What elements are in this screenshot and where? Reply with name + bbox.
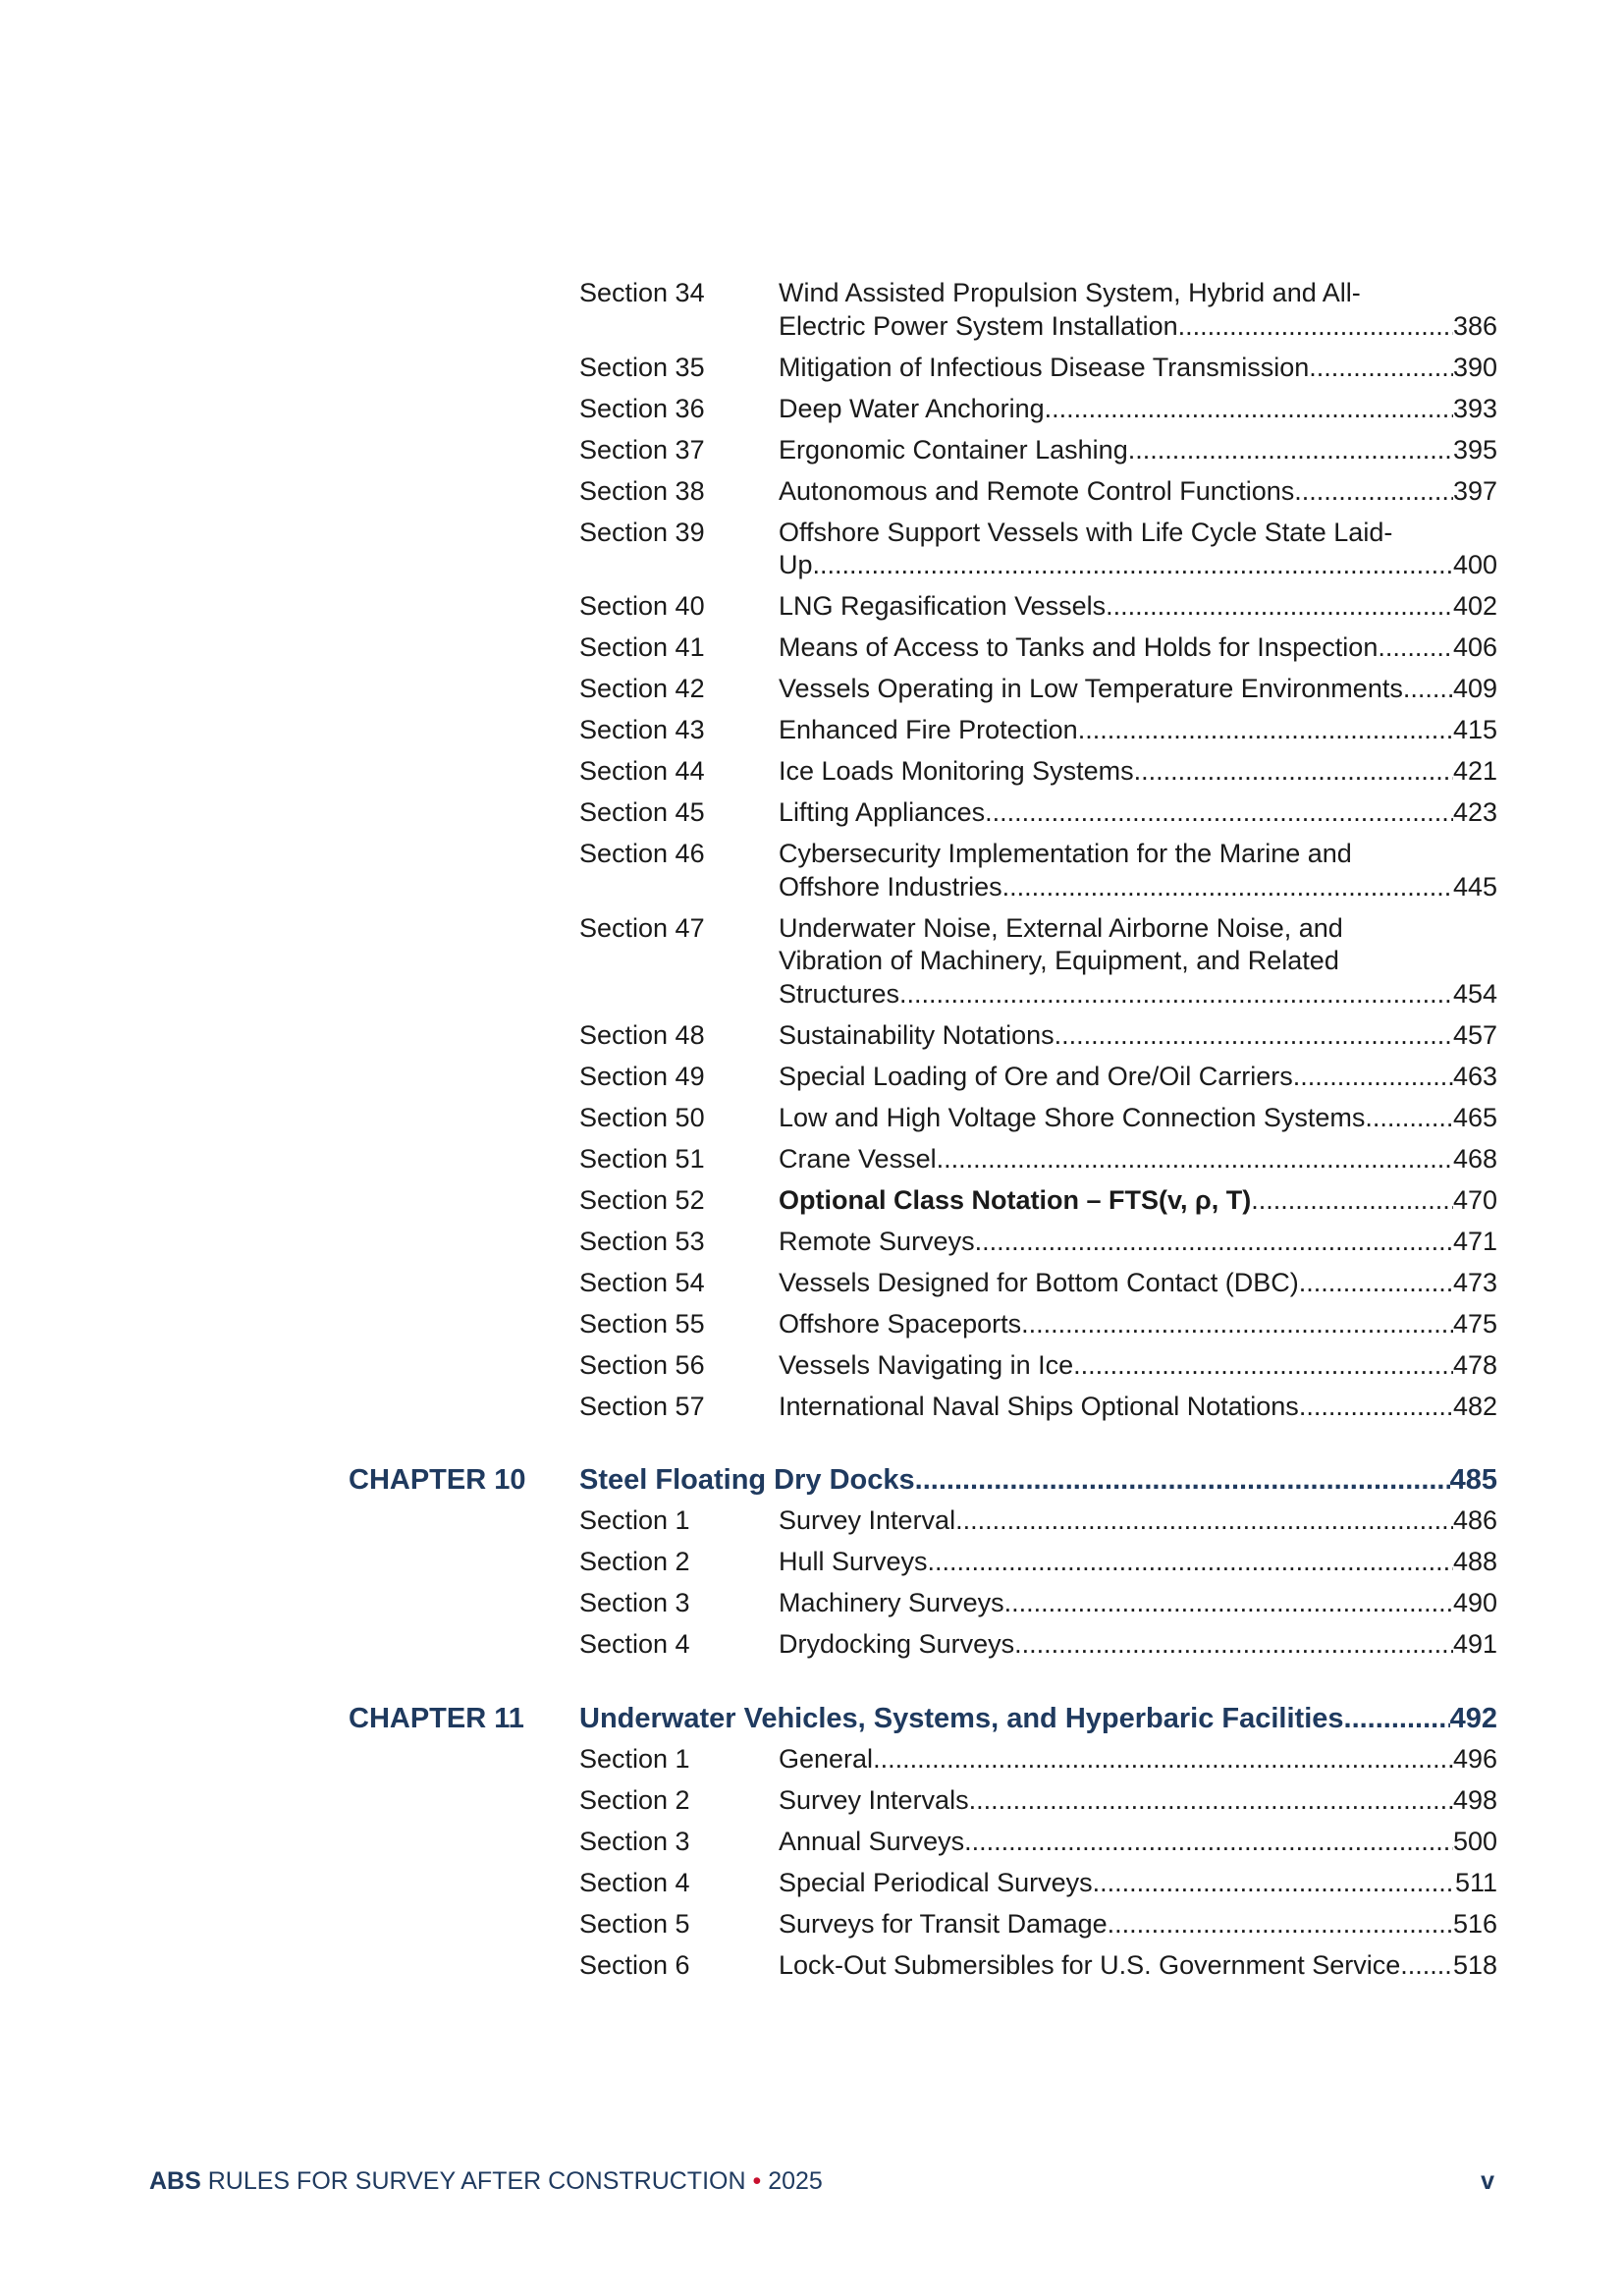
section-page-number: 397: [1452, 475, 1497, 506]
section-page-number: 473: [1452, 1267, 1497, 1297]
section-title: Mitigation of Infectious Disease Transmission: [779, 352, 1310, 382]
dot-leader: [1021, 1308, 1453, 1341]
section-title: Special Loading of Ore and Ore/Oil Carriers: [779, 1061, 1293, 1091]
section-title: Hull Surveys: [779, 1547, 928, 1576]
dot-leader: [873, 1743, 1453, 1777]
toc-section-entry[interactable]: [349, 1267, 1497, 1300]
dot-leader: [1128, 434, 1453, 467]
section-title: Drydocking Surveys: [779, 1629, 1015, 1659]
section-title: Means of Access to Tanks and Holds for Inspection: [779, 632, 1379, 662]
toc-section-entry[interactable]: [349, 1061, 1497, 1094]
section-label: Section 4: [579, 1629, 690, 1659]
dot-leader: [1299, 1267, 1453, 1300]
section-label: Section 5: [579, 1908, 690, 1939]
toc-section-entry[interactable]: [349, 393, 1497, 426]
section-title: Vibration of Machinery, Equipment, and Related: [779, 946, 1339, 975]
toc-section-entry[interactable]: [349, 838, 1497, 903]
section-label: Section 35: [579, 352, 705, 382]
toc-section-entry[interactable]: [349, 475, 1497, 509]
dot-leader: [899, 978, 1453, 1011]
section-title: Ice Loads Monitoring Systems: [779, 756, 1134, 786]
dot-leader: [1344, 1702, 1450, 1736]
footer-year: 2025: [768, 2167, 823, 2195]
dot-leader: [928, 1546, 1453, 1579]
section-page-number: 498: [1452, 1784, 1497, 1815]
dot-leader: [1251, 1184, 1453, 1218]
section-title: Vessels Operating in Low Temperature Environments: [779, 674, 1403, 703]
toc-section-entry[interactable]: [349, 1949, 1497, 1983]
section-label: Section 4: [579, 1867, 690, 1897]
section-title: Wind Assisted Propulsion System, Hybrid and All-: [779, 278, 1361, 307]
dot-leader: [1045, 393, 1453, 426]
toc-section-entry[interactable]: [349, 912, 1497, 1011]
footer-title: RULES FOR SURVEY AFTER CONSTRUCTION: [207, 2167, 746, 2195]
toc-section-entry[interactable]: [349, 631, 1497, 665]
section-page-number: 496: [1452, 1743, 1497, 1774]
section-title: Deep Water Anchoring: [779, 393, 1045, 423]
section-page-number: 486: [1452, 1505, 1497, 1535]
section-label: Section 46: [579, 839, 705, 868]
footer-page-number: v: [1481, 2167, 1494, 2195]
section-title: Survey Interval: [779, 1505, 956, 1535]
section-title: Offshore Support Vessels with Life Cycle State Laid-: [779, 517, 1393, 547]
toc-section-entry[interactable]: [349, 1743, 1497, 1777]
section-title: Special Periodical Surveys: [779, 1867, 1093, 1897]
section-label: Section 49: [579, 1061, 705, 1091]
toc-section-entry[interactable]: [349, 590, 1497, 624]
chapter-11-page: 492: [1449, 1702, 1497, 1734]
section-title: Lock-Out Submersibles for U.S. Government Service: [779, 1949, 1401, 1980]
toc-section-entry[interactable]: [349, 796, 1497, 830]
section-title: Low and High Voltage Shore Connection Systems: [779, 1102, 1366, 1132]
section-page-number: 471: [1452, 1226, 1497, 1256]
section-label: Section 3: [579, 1588, 690, 1617]
toc-section-entry[interactable]: [349, 1867, 1497, 1900]
dot-leader: [1365, 1102, 1453, 1135]
dot-leader: [1134, 755, 1453, 789]
toc-section-entry[interactable]: [349, 1784, 1497, 1818]
section-page-number: 463: [1452, 1061, 1497, 1091]
section-label: Section 39: [579, 517, 705, 547]
footer-brand: ABS: [149, 2167, 201, 2195]
section-page-number: 445: [1452, 871, 1497, 902]
dot-leader: [1403, 673, 1453, 706]
toc-section-entry[interactable]: [349, 714, 1497, 747]
section-label: Section 52: [579, 1184, 705, 1215]
section-page-number: 491: [1452, 1629, 1497, 1659]
section-label: Section 51: [579, 1143, 705, 1174]
dot-leader: [1014, 1628, 1453, 1662]
chapter-11-sections: [349, 1743, 1497, 1983]
section-page-number: 482: [1452, 1391, 1497, 1421]
section-label: Section 54: [579, 1267, 705, 1297]
dot-leader: [1293, 1061, 1453, 1094]
toc-section-entry[interactable]: [349, 1184, 1497, 1218]
toc-section-entry[interactable]: [349, 755, 1497, 789]
section-label: Section 2: [579, 1547, 690, 1576]
section-title: Optional Class Notation – FTS(v, ρ, T): [779, 1184, 1252, 1215]
dot-leader: [1178, 310, 1453, 344]
chapter-11-heading[interactable]: [349, 1702, 1497, 1736]
chapter-10-sections: [349, 1504, 1497, 1662]
dot-leader: [969, 1784, 1453, 1818]
dot-leader: [1294, 475, 1453, 509]
section-title: LNG Regasification Vessels: [779, 591, 1107, 621]
section-page-number: 488: [1452, 1547, 1497, 1576]
section-page-number: 406: [1452, 632, 1497, 662]
dot-leader: [964, 1826, 1453, 1859]
section-label: Section 45: [579, 797, 705, 827]
section-title: Crane Vessel: [779, 1143, 937, 1174]
chapter-11-title: Underwater Vehicles, Systems, and Hyperbaric Facilities: [579, 1702, 1344, 1734]
toc-section-entry[interactable]: [349, 1504, 1497, 1538]
chapter-9-sections: [349, 277, 1497, 1423]
page-footer: [149, 2167, 1494, 2196]
section-label: Section 53: [579, 1226, 705, 1256]
section-title: Offshore Industries: [779, 871, 1002, 902]
section-label: Section 37: [579, 434, 705, 465]
toc-section-entry[interactable]: [349, 1019, 1497, 1053]
toc-section-entry[interactable]: [349, 673, 1497, 706]
dot-leader: [1073, 1349, 1453, 1383]
section-page-number: 415: [1452, 715, 1497, 744]
chapter-11-label: CHAPTER 11: [349, 1702, 524, 1734]
section-page-number: 457: [1452, 1019, 1497, 1050]
section-page-number: 470: [1452, 1184, 1497, 1215]
section-label: Section 48: [579, 1019, 705, 1050]
section-title: International Naval Ships Optional Notations: [779, 1391, 1299, 1421]
dot-leader: [937, 1143, 1453, 1176]
section-page-number: 390: [1452, 352, 1497, 382]
toc-section-entry[interactable]: [349, 1826, 1497, 1859]
dot-leader: [955, 1504, 1453, 1538]
toc-section-entry[interactable]: [349, 1908, 1497, 1941]
section-label: Section 50: [579, 1102, 705, 1132]
toc-section-entry[interactable]: [349, 517, 1497, 582]
section-label: Section 34: [579, 278, 705, 307]
section-title: Structures: [779, 978, 900, 1009]
section-label: Section 1: [579, 1743, 690, 1774]
dot-leader: [1108, 1908, 1453, 1941]
toc-section-entry[interactable]: [349, 1628, 1497, 1662]
section-page-number: 409: [1452, 674, 1497, 703]
section-label: Section 56: [579, 1349, 705, 1380]
section-title: General: [779, 1743, 874, 1774]
section-page-number: 468: [1452, 1143, 1497, 1174]
toc-section-entry[interactable]: [349, 352, 1497, 385]
dot-leader: [1299, 1391, 1453, 1424]
dot-leader: [1378, 631, 1453, 665]
dot-leader: [1093, 1867, 1455, 1900]
section-label: Section 47: [579, 912, 705, 943]
footer-separator: •: [752, 2167, 762, 2195]
toc-section-entry[interactable]: [349, 434, 1497, 467]
toc-section-entry[interactable]: [349, 1308, 1497, 1341]
section-label: Section 2: [579, 1784, 690, 1815]
section-page-number: 475: [1452, 1308, 1497, 1339]
section-title: Offshore Spaceports: [779, 1308, 1022, 1339]
chapter-10-label: CHAPTER 10: [349, 1464, 526, 1496]
dot-leader: [1055, 1019, 1453, 1053]
section-title: Autonomous and Remote Control Functions: [779, 475, 1295, 506]
section-label: Section 38: [579, 475, 705, 506]
dot-leader: [1078, 714, 1453, 747]
section-label: Section 44: [579, 756, 705, 786]
section-title: Remote Surveys: [779, 1226, 975, 1256]
section-label: Section 42: [579, 674, 705, 703]
dot-leader: [1400, 1949, 1453, 1983]
dot-leader: [985, 796, 1453, 830]
section-page-number: 478: [1452, 1349, 1497, 1380]
chapter-10-title: Steel Floating Dry Docks: [579, 1464, 915, 1496]
section-label: Section 3: [579, 1826, 690, 1856]
section-label: Section 40: [579, 591, 705, 621]
section-title: Lifting Appliances: [779, 797, 986, 827]
section-title: Vessels Designed for Bottom Contact (DBC): [779, 1267, 1299, 1297]
section-label: Section 41: [579, 632, 705, 662]
section-label: Section 43: [579, 715, 705, 744]
section-label: Section 1: [579, 1505, 690, 1535]
toc-section-entry[interactable]: [349, 1226, 1497, 1259]
dot-leader: [975, 1226, 1453, 1259]
section-page-number: 511: [1454, 1867, 1497, 1897]
section-page-number: 490: [1452, 1588, 1497, 1617]
section-label: Section 36: [579, 393, 705, 423]
toc-section-entry[interactable]: [349, 1546, 1497, 1579]
section-page-number: 454: [1452, 978, 1497, 1009]
toc-section-entry[interactable]: [349, 277, 1497, 343]
section-title: Underwater Noise, External Airborne Noise, and: [779, 912, 1343, 943]
section-title: Ergonomic Container Lashing: [779, 434, 1128, 465]
section-title: Survey Intervals: [779, 1784, 969, 1815]
section-title: Sustainability Notations: [779, 1019, 1055, 1050]
section-title: Surveys for Transit Damage: [779, 1908, 1108, 1939]
section-title: Electric Power System Installation: [779, 310, 1178, 341]
section-label: Section 6: [579, 1949, 690, 1980]
section-page-number: 518: [1452, 1949, 1497, 1980]
section-title: Annual Surveys: [779, 1826, 965, 1856]
section-title: Up: [779, 550, 813, 579]
section-title: Machinery Surveys: [779, 1588, 1004, 1617]
section-title: Cybersecurity Implementation for the Marine and: [779, 839, 1352, 868]
section-title: Vessels Navigating in Ice: [779, 1349, 1074, 1380]
section-page-number: 395: [1452, 434, 1497, 465]
section-page-number: 386: [1452, 310, 1497, 341]
section-page-number: 393: [1452, 393, 1497, 423]
toc-section-entry[interactable]: [349, 1143, 1497, 1176]
section-page-number: 423: [1452, 797, 1497, 827]
toc-section-entry[interactable]: [349, 1349, 1497, 1383]
dot-leader: [1002, 871, 1453, 904]
section-label: Section 57: [579, 1391, 705, 1421]
section-page-number: 500: [1452, 1826, 1497, 1856]
dot-leader: [1004, 1587, 1453, 1620]
section-page-number: 465: [1452, 1102, 1497, 1132]
dot-leader: [813, 549, 1453, 582]
dot-leader: [915, 1463, 1450, 1498]
toc-section-entry[interactable]: [349, 1587, 1497, 1620]
dot-leader: [1106, 590, 1453, 624]
table-of-contents: [349, 277, 1497, 1991]
section-title: Enhanced Fire Protection: [779, 715, 1078, 744]
section-page-number: 516: [1452, 1908, 1497, 1939]
toc-section-entry[interactable]: [349, 1102, 1497, 1135]
section-page-number: 421: [1452, 756, 1497, 786]
section-page-number: 400: [1452, 550, 1497, 579]
section-page-number: 402: [1452, 591, 1497, 621]
section-label: Section 55: [579, 1308, 705, 1339]
chapter-10-page: 485: [1449, 1464, 1497, 1496]
chapter-10-heading[interactable]: [349, 1463, 1497, 1498]
dot-leader: [1309, 352, 1453, 385]
toc-section-entry[interactable]: [349, 1391, 1497, 1424]
